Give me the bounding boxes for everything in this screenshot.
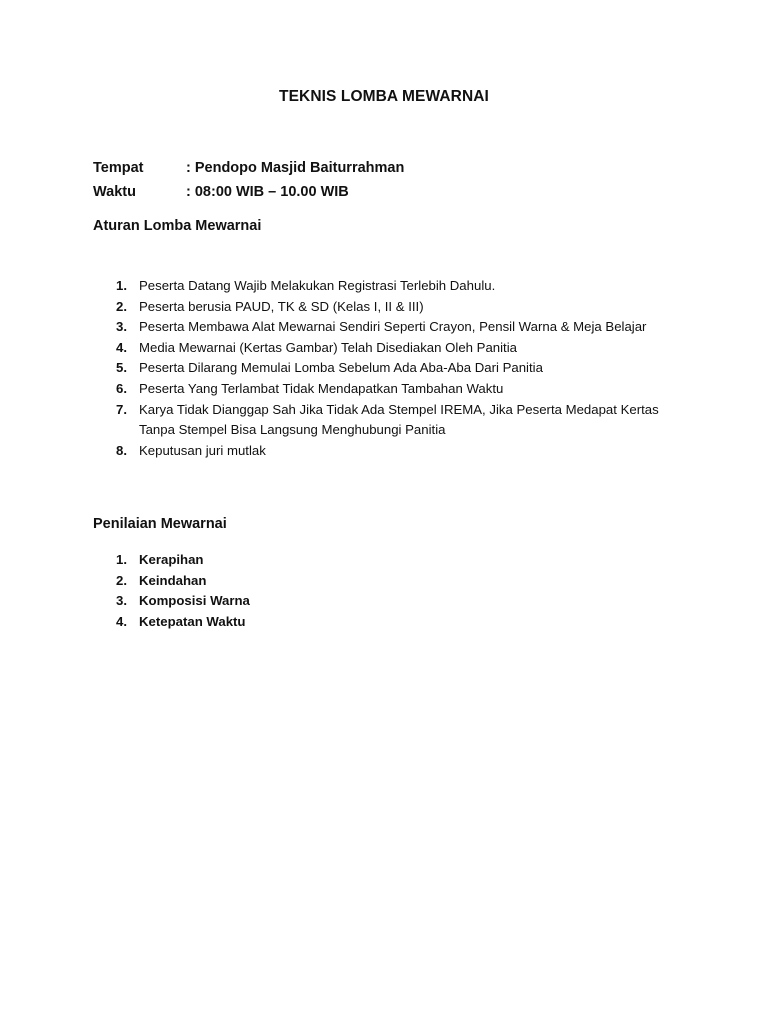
list-number: 2. xyxy=(116,298,127,314)
list-text: Peserta Datang Wajib Melakukan Registrasi Terlebih Dahulu. xyxy=(139,278,496,293)
time-label: Waktu xyxy=(93,184,136,200)
list-number: 4. xyxy=(116,613,127,629)
list-item xyxy=(116,338,659,359)
list-item xyxy=(116,571,659,592)
list-text: Karya Tidak Dianggap Sah Jika Tidak Ada Stempel IREMA, Jika Peserta Medapat Kertas Tanpa Stempel Bisa Langsung Menghubungi Panitia xyxy=(139,401,659,438)
list-number: 3. xyxy=(116,319,127,335)
list-item xyxy=(116,379,659,400)
assessment-list xyxy=(116,550,659,632)
list-item xyxy=(116,297,659,318)
list-number: 1. xyxy=(116,278,127,293)
list-text: Keindahan xyxy=(139,572,207,588)
venue-value: : Pendopo Masjid Baiturrahman xyxy=(186,160,405,176)
list-item xyxy=(116,550,659,571)
list-text: Komposisi Warna xyxy=(139,593,250,609)
list-number: 5. xyxy=(116,360,127,376)
list-item xyxy=(116,276,659,297)
list-text: Peserta Dilarang Memulai Lomba Sebelum Ada Aba-Aba Dari Panitia xyxy=(139,360,543,376)
event-info xyxy=(93,156,404,204)
list-number: 3. xyxy=(116,593,127,609)
list-text: Kerapihan xyxy=(139,552,204,567)
list-number: 6. xyxy=(116,380,127,396)
list-number: 8. xyxy=(116,442,127,458)
list-item xyxy=(116,612,659,633)
list-item xyxy=(116,400,659,441)
list-text: Peserta Yang Terlambat Tidak Mendapatkan Tambahan Waktu xyxy=(139,380,504,396)
list-item xyxy=(116,317,659,338)
venue-label: Tempat xyxy=(93,160,144,176)
list-item xyxy=(116,358,659,379)
rules-list xyxy=(116,276,659,461)
info-row-venue xyxy=(93,156,404,180)
list-number: 1. xyxy=(116,552,127,567)
list-number: 4. xyxy=(116,339,127,355)
page-title: TEKNIS LOMBA MEWARNAI xyxy=(279,88,489,105)
rules-heading: Aturan Lomba Mewarnai xyxy=(93,218,262,234)
list-text: Peserta berusia PAUD, TK & SD (Kelas I, II & III) xyxy=(139,298,424,314)
list-text: Peserta Membawa Alat Mewarnai Sendiri Seperti Crayon, Pensil Warna & Meja Belajar xyxy=(139,319,647,335)
time-value: : 08:00 WIB – 10.00 WIB xyxy=(186,184,349,200)
list-text: Keputusan juri mutlak xyxy=(139,442,266,458)
assessment-heading: Penilaian Mewarnai xyxy=(93,516,227,532)
list-number: 2. xyxy=(116,572,127,588)
list-text: Ketepatan Waktu xyxy=(139,613,246,629)
list-text: Media Mewarnai (Kertas Gambar) Telah Disediakan Oleh Panitia xyxy=(139,339,517,355)
info-row-time xyxy=(93,180,404,204)
list-number: 7. xyxy=(116,401,127,417)
list-item xyxy=(116,441,659,462)
list-item xyxy=(116,591,659,612)
